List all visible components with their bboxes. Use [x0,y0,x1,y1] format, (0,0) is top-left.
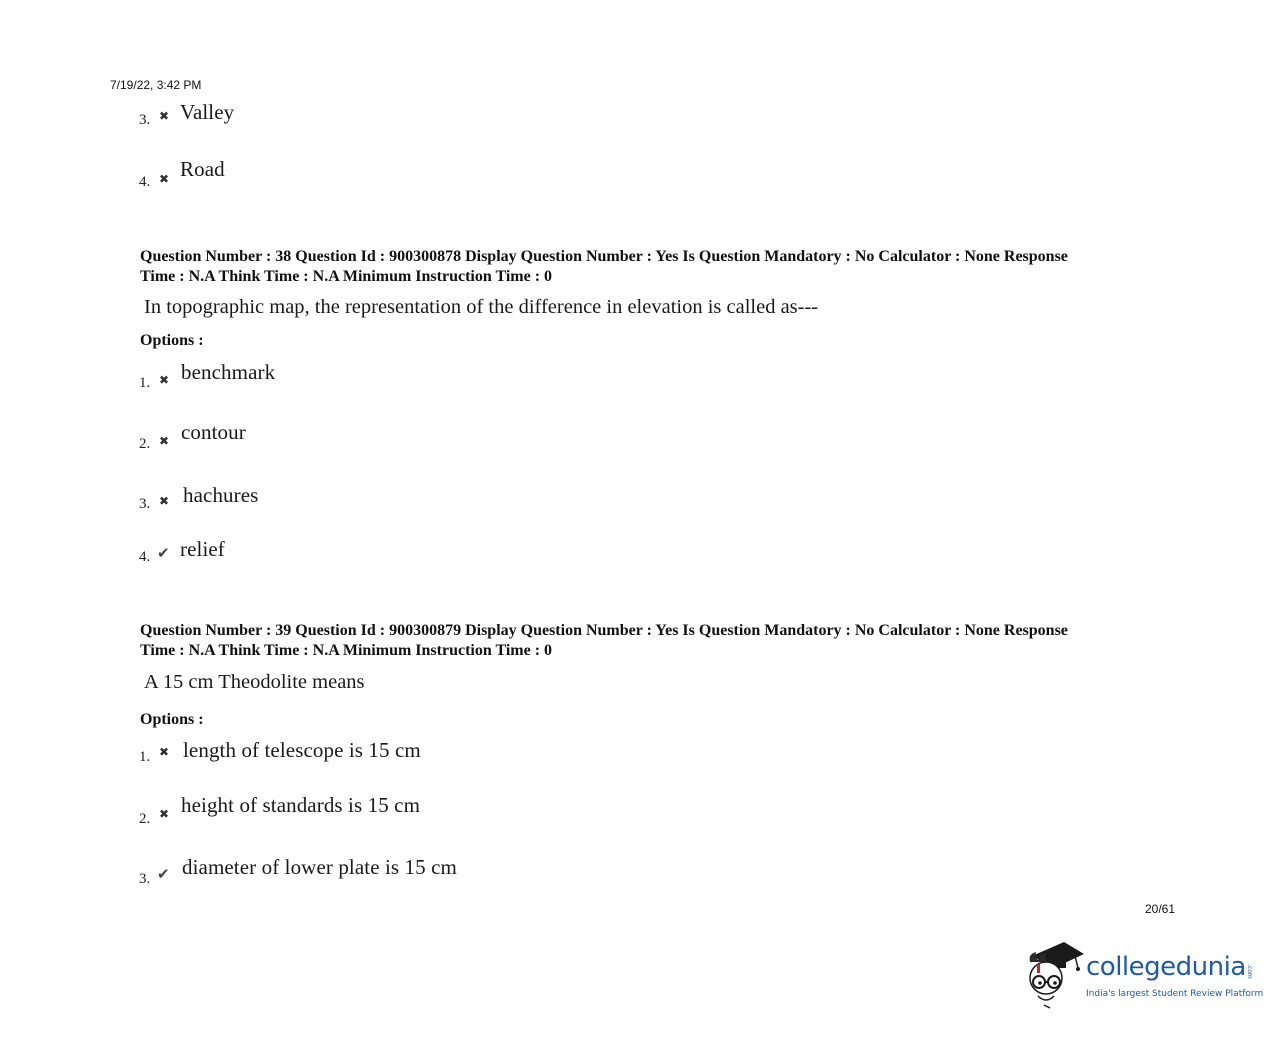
logo-name: collegedunia [1086,952,1246,982]
collegedunia-logo [1024,938,1264,1012]
option-number: 3. [139,871,151,887]
wrong-mark-icon: ✖ [159,434,170,448]
option-text: diameter of lower plate is 15 cm [182,855,457,879]
option-number: 4. [139,174,151,190]
option-text: contour [181,420,246,444]
question-meta [140,247,1160,287]
question-meta-line: Question Number : 39 Question Id : 900300879 Display Question Number : Yes Is Question Mandatory : No Calculator : None Response [140,622,1068,639]
wrong-mark-icon: ✖ [159,172,170,186]
wrong-mark-icon: ✖ [159,807,170,821]
option-number: 4. [139,549,151,565]
question-text: In topographic map, the representation of the difference in elevation is called as--- [144,296,819,318]
option-text: length of telescope is 15 cm [183,738,421,762]
option-number: 2. [139,436,151,452]
wrong-mark-icon: ✖ [159,494,170,508]
option-number: 3. [139,496,151,512]
options-label: Options : [140,332,204,349]
option-number: 1. [139,749,151,765]
option-text: Road [180,157,225,181]
option-number: 1. [139,375,151,391]
option-number: 3. [139,112,151,128]
logo-domain: .com [1246,964,1253,979]
wrong-mark-icon: ✖ [159,373,170,387]
question-text: A 15 cm Theodolite means [144,671,365,693]
student-mascot-icon [1024,938,1086,1010]
wrong-mark-icon: ✖ [159,109,170,123]
option-number: 2. [139,811,151,827]
option-text: benchmark [181,360,276,384]
option-text: hachures [183,483,259,507]
options-label: Options : [140,711,204,728]
timestamp: 7/19/22, 3:42 PM [110,78,202,92]
option-text: Valley [180,100,235,124]
check-mark-icon: ✔ [157,544,170,562]
question-meta-line: Time : N.A Think Time : N.A Minimum Instruction Time : 0 [140,642,553,659]
option-text: height of standards is 15 cm [181,793,421,817]
question-meta-line: Question Number : 38 Question Id : 900300878 Display Question Number : Yes Is Question Mandatory : No Calculator : None Response [140,248,1068,265]
check-mark-icon: ✔ [157,865,170,883]
wrong-mark-icon: ✖ [159,745,170,759]
question-meta-line: Time : N.A Think Time : N.A Minimum Instruction Time : 0 [140,268,553,285]
question-meta [140,621,1160,661]
page-number: 20/61 [1145,902,1176,916]
option-text: relief [180,537,225,561]
logo-tagline: India's largest Student Review Platform [1086,989,1264,999]
